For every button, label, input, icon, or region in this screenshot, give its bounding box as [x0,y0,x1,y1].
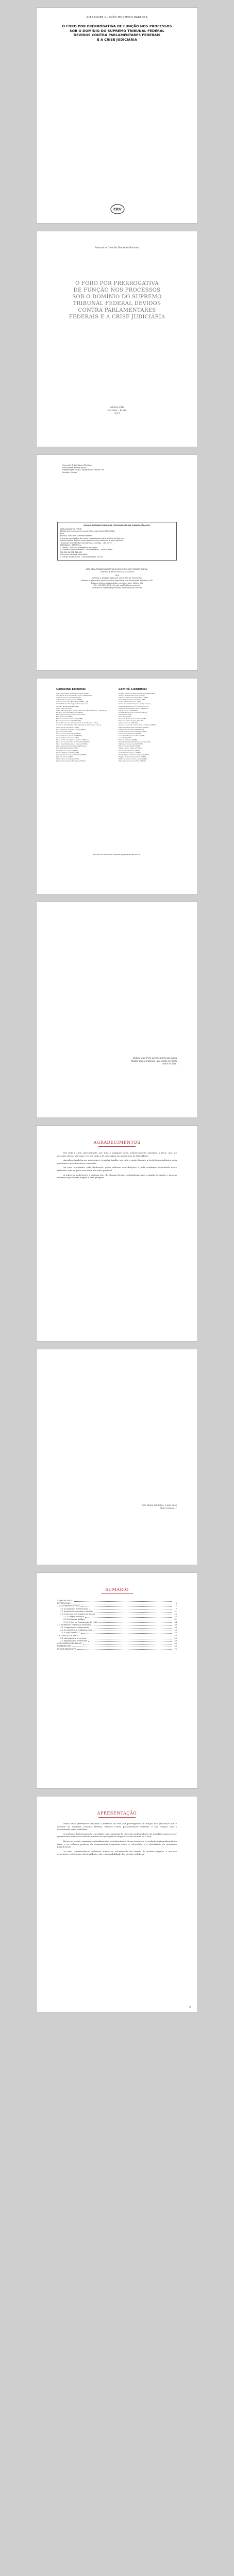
cover-title [37,24,197,42]
title-line: FEDERAIS E A CRISE JUDICIÁRIA [69,314,165,320]
scientific-member: Claudine Rodembusch Rocha (FEEVALE) [119,707,148,709]
dedication-line: todos os dias. [162,1062,177,1065]
copyright-lines [62,464,172,474]
cataloging-line: CDU 342.56 CDD 347.035 [60,551,82,553]
toc-page-number: 47 [174,1632,177,1634]
toc-page-number: 59 [174,1640,177,1642]
toc-leader [77,1648,172,1650]
cover-page [36,7,198,224]
editorial-member: Lídia de Oliveira Xavier (UNIEURO) [56,734,82,737]
toc-page-number: 43 [174,1629,177,1632]
publisher-logo-icon [110,204,125,215]
copyright-line: Diagramação e Capa: Designers da Editora CRV [62,469,105,471]
toc-leader [72,1645,172,1647]
scientific-member: Gláucia Aparecida da Silva Faria Lamblém (UEMS) [119,724,156,726]
presentation-body [57,1822,177,1857]
toc-leader [93,1629,172,1631]
scientific-committee-title: Comitê Científico: [119,688,147,691]
editorial-member: Elizeu Clementino de Souza (UNEB) [56,718,83,720]
toc-page-number: 69 [174,1645,177,1648]
paragraph: A todos os professores e colegas que, de alguma forma, contribuíram para a minha formação e para as reflexões que deram origem a esta pesquisa. [57,1173,177,1179]
scientific-member: Patrícia Pereira Hertz (UFPEL) [119,745,141,748]
editorial-member: Élsio José Corá (UFFS) [56,716,73,718]
scientific-member: José Nunes de Cerqueira Neto (UEPB) [119,730,147,733]
toc-page-number: 17 [174,1605,177,1607]
copyright-line: Editor-chefe: Railson Moura [62,466,87,469]
toc-page-number: 53 [174,1634,177,1637]
toc-leader [93,1624,172,1626]
toc-leader [96,1613,172,1615]
title-rule [98,1146,136,1147]
scientific-member: Lucas Leite (UFT) [119,736,131,739]
cataloging-box [57,522,177,561]
toc-page-number: 25 [174,1613,177,1616]
boards-page [36,678,198,894]
title-page-imprint [37,406,197,416]
footer-line: Tel.: (41) 3039-6418 – E-mail: sac@editoracrv.com.br [93,584,141,587]
editorial-member-list [56,692,115,762]
title-page-title [57,280,177,320]
presentation-page [36,1796,198,2012]
page-number: 11 [188,2006,191,2009]
paragraph: Ao meu orientador, pela dedicação, pelas valiosas contribuições e pela confiança depositada neste trabalho, sem as quais esta obra não seria possível. [57,1166,177,1172]
toc-page-number: 39 [174,1623,177,1626]
scientific-member: Fabio Tosi (UEPG) [119,716,131,718]
copyright-line: Copyright © da Editora CRV Ltda. [62,464,92,466]
scientific-member: Carlos Federico Dominguez Avila (Unieuro) [119,703,151,705]
table-of-contents [57,1600,177,1651]
editorial-member: Carmen Tereza Velanga (UNIR) [56,705,79,707]
scientific-member: Carlos Alberto Menezes (UFS) [119,701,141,703]
summary-title: SUMÁRIO [105,1587,129,1592]
toc-label: CONSIDERAÇÕES FINAIS [57,1642,82,1645]
editorial-member: João Adalberto Campato Junior (UNESP) [56,728,86,731]
scientific-member: Marcelo Santiago (UNEB) [119,739,138,741]
toc-leader [86,1618,172,1620]
scientific-member: Rosane Leal da Silva (UFSM) [119,749,140,752]
toc-label: 3 A CRISE JUDICIÁRIA [57,1634,79,1637]
cover-author: ALEXANDRE GUSMÃO MONTEIRO BARBOSA [86,16,148,19]
paragraph: Busca-se, assim, examinar os fundamentos constitucionais da prerrogativa, a evolução jurisprudencial do tema e os reflexos práticos da competência originária sobre a celeridade e a efetividade da prestação jurisdicional. [57,1839,177,1849]
editorial-member: Leonel Severo Rocha (UNISINOS) [56,732,81,735]
title-line: O FORO POR PRERROGATIVA [75,281,159,286]
toc-page-number: 13 [174,1602,177,1605]
editorial-member: Aldira Guimarães Duarte Domínguez (UNB) [56,692,89,694]
cover-title-line: E A CRISE JUDICIÁRIA [97,37,137,42]
cataloging-line: B238 [60,532,64,535]
toc-entry[interactable] [57,1648,177,1651]
editorial-member: Maria de Lourdes Pinto de Almeida (UNOESC) [56,741,90,743]
scientific-member: Isabel Christine Silva De Gregori (UFSM) [119,726,149,728]
editorial-member: Maria Cristina dos Santos Bezerra (UFSCar) [56,739,89,741]
title-line: TRIBUNAL FEDERAL DEVIDOS [73,301,161,307]
paragraph: Em toda e cada oportunidade, por toda e qualquer coisa, primeiramente agradeço a Deus, que me permitiu chegar até aqui e ter me dado a fé necessária nos momentos de dificuldade. [57,1151,177,1157]
toc-label: 1.3.3 O foro na Constituição de 1988 [63,1621,97,1623]
scientific-member: Rafael Lamera Cabral (UFERSA) [119,747,142,750]
cataloging-line: ISBN Digital / ISBN Físico [60,544,81,546]
toc-page-number: 27 [174,1616,177,1618]
toc-leader [81,1605,172,1607]
title-page-author: Alexandre Gusmão Monteiro Barbosa [95,247,139,249]
publisher-city: Curitiba – Brasil [107,410,127,412]
scientific-member: Eduardo Val (UFF) [119,713,132,716]
dedication-page [36,902,198,1118]
editorial-member: Lourdes Helena da Silva (UFV) [56,736,79,739]
cover-title-line: O FORO POR PRERROGATIVA DE FUNÇÃO NOS PROCESSOS [62,24,172,28]
footer-line: Foi feito o depósito legal conf. Lei 10.994 de 14/12/2004 [92,577,142,580]
copyright-page [36,454,198,671]
title-line: CONTRA PARLAMENTARES [78,308,156,313]
epigraph-text [119,1504,177,1510]
toc-leader [94,1611,172,1613]
editorial-member: Paulo Romualdo Hernandes (UNIFAL-MG) [56,745,87,748]
title-page [36,231,198,447]
editorial-member: Gloria Fariñas León (Universidade de La Havana – Cuba) [56,722,98,724]
toc-label: 1.3.2 Natureza jurídica [63,1618,85,1621]
boards-columns [56,688,178,762]
title-line: DE FUNÇÃO NOS PROCESSOS [73,287,161,293]
editorial-member: Guillermo Arias Beatón (Universidade de La Havana – Cuba) [56,724,101,726]
scientific-member: Walter Gustavo da Silva Lemos (UNIR) [119,757,147,760]
scientific-member: Gilson Jacobsen (UNIVALI) [119,722,138,724]
editorial-member: Carlos Alberto Vilar Estêvão (UMINHO – PT) [56,701,89,703]
cataloging-line: / Alexandre Gusmão Monteiro Barbosa – Curitiba : CRV, 2019. [60,541,112,544]
cataloging-line: CATALOGAÇÃO NA FONTE [60,528,82,530]
toc-leader [81,1632,172,1634]
cover-title-line: DEVIDOS CONTRA PARLAMENTARES FEDERAIS [73,33,161,37]
toc-leader [74,1600,172,1602]
paragraph: Nesta obra pretende-se analisar o instituto do foro por prerrogativa de função nos processos sob o domínio do Supremo Tribunal Federal, devidos contra parlamentares federais, e sua relação com a denominada crise judiciária. [57,1822,177,1831]
cataloging-header: DADOS INTERNACIONAIS DE CATALOGAÇÃO NA PUBLICAÇÃO (CIP) [83,524,151,527]
scientific-member: Francisco Carlos Duarte (PUC-PR) [119,720,144,722]
scientific-member: Andréia da Silva Quintanilha Sousa (UNIR/UFRN) [119,692,155,694]
toc-leader [72,1602,172,1604]
scientific-member: Wagner de Almeida Caminha (UFPR) [119,755,146,758]
editorial-member: Celso Conti (UFSCar) [56,707,72,709]
editorial-member: Jailson Alves dos Santos (UFRJ) [56,726,79,728]
footer-line: Todos os direitos desta edição reservados pela: Editora CRV [91,582,143,584]
scientific-member-list [119,692,178,762]
copyright-footer [37,568,197,589]
toc-page-number: 65 [174,1642,177,1645]
toc-label: APRESENTAÇÃO [57,1600,73,1602]
editorial-member: Sérgio Nunes de Jesus (IFRO) [56,749,78,752]
acknowledgements-page [36,1125,198,1342]
editorial-member: Maria Lília Imbiriba Sousa Colares (UFOPA) [56,743,88,745]
scientific-member: Juliana Lacerda Pereira (UFMS) [119,732,142,735]
editorial-board-title: Conselho Editorial: [56,688,87,691]
toc-label: 2.1 Composição e competência [60,1626,89,1629]
toc-label: REFERÊNCIAS [57,1645,72,1648]
toc-page-number: 17 [174,1607,177,1610]
toc-leader [88,1640,172,1642]
footer-line: CONHEÇA E BAIXE NOSSO APLICATIVO! [99,570,135,573]
copyright-line: Revisão: O Autor [62,471,77,474]
toc-label: 1.3.1 Origem histórica [63,1616,84,1618]
toc-page-number: 31 [174,1618,177,1621]
editorial-member: Elione Maria Nogueira Diogenes (UFAL) [56,713,86,716]
scientific-member: Fernando Rister de Sousa Lima (FMU) [119,718,147,720]
logo-text: CRV [113,207,122,212]
cataloging-line: 3. Supremo Tribunal Federal 4. Parlamentares I. Título II. Série [60,549,113,551]
editorial-member: Francisco Carlos Duarte (PUC-PR) [56,720,81,722]
cataloging-line: Bibliotecária responsável: Luzenira Alves dos Santos CRB9/1506 [60,530,115,532]
toc-leader [88,1637,172,1639]
editorial-member: Tania Suely Azevedo Brasileiro (UFOPA) [56,760,86,762]
toc-label: 1.3 O foro por prerrogativa de função [60,1613,95,1616]
editorial-member: Cesar Gerónimo Tello (Univer. Nacional Três de Febrero – Argentina) [56,709,107,711]
dedication-line: Dedico este livro aos membros da Santa [132,1057,177,1059]
toc-label: 2.2 A competência originária penal [60,1629,93,1632]
toc-leader [83,1642,172,1645]
summary-page [36,1572,198,1789]
toc-page-number: 55 [174,1637,177,1639]
editorial-member: Josania Portela (UFPI) [56,730,72,733]
epigraph-page [36,1349,198,1565]
cataloging-line: Barbosa, Alexandre Gusmão Monteiro. [60,535,93,537]
toc-page-number: 11 [174,1600,177,1602]
toc-page-number: 39 [174,1626,177,1629]
editorial-member: Antônio Pereira Gaio Júnior (UFRRJ) [56,699,82,701]
toc-label: 1.1 As garantias institucionais [60,1607,88,1610]
dedication-text [114,1057,177,1065]
scientific-member: Douglas Ferreira de Andrade (UNICAP) [119,711,147,714]
title-rule [98,1817,136,1818]
editorial-board [56,688,115,762]
footer-line: Conheça os nossos lançamentos: www.editoracrv.com.br [92,586,142,589]
scientific-member: João Alberto Pimentel (UNIOESTE) [119,728,144,731]
toc-label: 3.2 Impunidade e efetividade [60,1640,87,1642]
toc-label: 1.2 Imunidades materiais e formais [60,1610,93,1613]
scientific-member: Mário Luís Ferreira Sá (UNIVASF) [119,743,143,745]
toc-label: ÍNDICE REMISSIVO [57,1648,76,1650]
editorial-member: Simone Rodrigues Pinto (UNB) [56,751,79,754]
scientific-member: Maria Cristina Vidotte Blanco Tárrega (UFG) [119,741,151,743]
toc-leader [89,1608,172,1610]
dedication-line: Madre Igreja Católica, que oram por mim [131,1059,177,1062]
title-line: SOB O DOMÍNIO DO SUPREMO [72,294,162,300]
scientific-member: Alessandro Severino Valler Zenni (UEM) [119,697,148,699]
peer-review-note: Este livro foi avaliado e aprovado por pareceristas ad hoc. [93,854,141,856]
toc-page-number: 34 [174,1621,177,1623]
scientific-member: Thiago Allisson Cardoso de Jesus (UEMA) [119,753,149,756]
toc-leader [90,1626,172,1629]
toc-leader [79,1635,172,1637]
editorial-member: Andréia da Silva Quintanilha Sousa (UNIR/UFRN) [56,694,92,697]
scientific-committee [119,688,178,762]
editorial-member: Rodrigo Pratte-Santos (UFES) [56,747,78,750]
scientific-member: Célia Barbosa Abreu Slawinski (UFF) [119,699,146,701]
acknowledgements-body [57,1151,177,1181]
paragraph: Agradeço também aos meus pais e à minha família, por todo o apoio durante a trajetória acadêmica, pela paciência e pelo incentivo constante. [57,1159,177,1164]
scientific-member: Daniel Ferreira (UNINTER) [119,709,138,711]
cataloging-line: 1. Direito constitucional – Foro privilegiado 342.56 [60,555,103,558]
toc-page-number: 75 [174,1648,177,1650]
editorial-member: Eduardo Fernandes Barbosa (UFMG) [56,711,83,714]
scientific-member: Antônio Pereira Gaio Júnior (UFRRJ) [119,694,145,697]
toc-label: 1 DAS PRERROGATIVAS [57,1605,80,1607]
presentation-title: APRESENTAÇÃO [97,1811,137,1816]
toc-label: 2 O SUPREMO TRIBUNAL FEDERAL [57,1623,92,1626]
scientific-member: Leda Maria Messias da Silva (UEM) [119,734,145,737]
footer-line: ESTA OBRA TAMBÉM ENCONTRA-SE DISPONÍVEL EM FORMATO DIGITAL. [86,568,148,570]
cataloging-line: Tribunal Federal devidos contra parlamentares federais e a crise judiciária [60,539,123,541]
acknowledgements-title: AGRADECIMENTOS [93,1140,141,1145]
scientific-member: Celso Ferreira da Cruz Victoriano (TJ-PR) [119,705,148,707]
epigraph-line: falar a todos...” [160,1506,177,1510]
cataloging-line: O foro por prerrogativa de função nos processos sob o domínio do Supremo [60,537,124,539]
editorial-member: Anselmo Alencar Colares (UFOPA) [56,697,81,699]
editorial-member: Sydione Santos (UEPG) [56,755,74,758]
toc-label: 2.3 A Ação Penal 937 [60,1632,80,1634]
cataloging-line: Índice para catálogo sistemático [60,553,88,555]
editorial-member: Tadeu Oliver Gonçalves (UFPA) [56,757,79,760]
toc-leader [98,1621,172,1623]
publication-year: 2019 [114,413,120,415]
epigraph-line: “Eis, meus senhores, o que ouso [141,1504,177,1506]
cataloging-line: 1. Direito 2. Foro por prerrogativa de função [60,546,97,549]
toc-leader [85,1616,172,1618]
editorial-member: Carlos Federico Dominguez Avila (Unieuro) [56,703,88,705]
toc-page-number: 21 [174,1610,177,1613]
toc-label: INTRODUÇÃO [57,1602,71,1605]
footer-line: Proibida a reprodução parcial ou total desta obra sem autorização da Editora CRV [81,579,153,582]
publisher-name: Editora CRV [109,406,125,409]
toc-label: 3.1 Morosidade e prescrição [60,1637,87,1639]
editorial-member: Solange Helena Ximenes-Rocha (UFOPA) [56,753,87,756]
scientific-member: Willis Santiago Guerra Filho (UNIRIO) [119,760,146,762]
footer-line: 2019 [114,574,120,577]
paragraph: O instituto, historicamente concebido como garantia do exercício independente do mandato, passou a ser questionado diante do elevado número de ações penais originárias em trâmite na Corte. [57,1832,177,1838]
paragraph: Ao final, apresentam-se reflexões acerca da necessidade de revisão do modelo vigente, à luz dos princípios republicanos da igualdade e da responsabilidade dos agentes públicos. [57,1850,177,1856]
scientific-member: Saulo Tarso Rodrigues (UFMT) [119,751,141,754]
cover-title-line: SOB O DOMÍNIO DO SUPREMO TRIBUNAL FEDERAL [69,28,165,33]
